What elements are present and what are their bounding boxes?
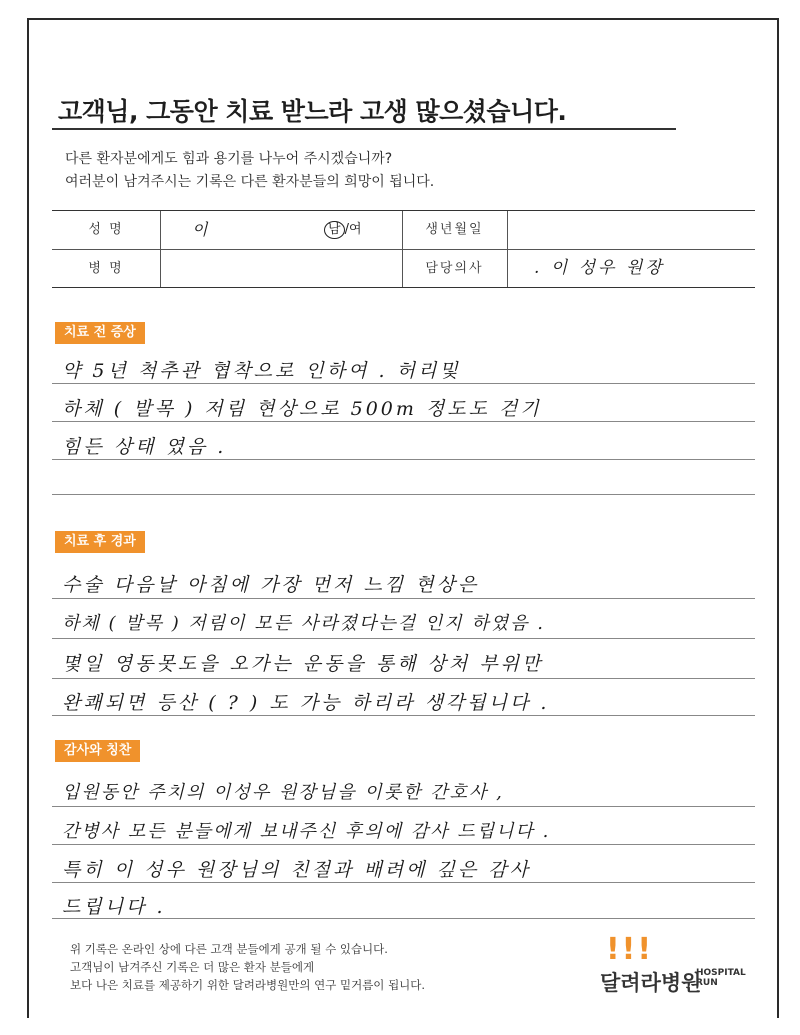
logo-en-line-1: HOSPITAL bbox=[696, 968, 746, 978]
ruled-line bbox=[52, 383, 755, 384]
intro-line-1: 다른 환자분에게도 힘과 용기를 나누어 주시겠습니까? bbox=[65, 151, 393, 167]
page-title: 고객님, 그동안 치료 받느라 고생 많으셨습니다. bbox=[58, 97, 567, 126]
thanks-line-1: 입원동안 주치의 이성우 원장님을 이롯한 간호사 , bbox=[62, 782, 504, 803]
info-row-name bbox=[52, 211, 755, 248]
gender-select[interactable] bbox=[324, 211, 402, 248]
before-line-2: 하체 ( 발목 ) 저림 현상으로 500m 정도도 걷기 bbox=[62, 398, 542, 420]
ruled-line bbox=[52, 598, 755, 599]
name-label: 성 명 bbox=[88, 222, 124, 237]
intro-line-2: 여러분이 남겨주시는 기록은 다른 환자분들의 희망이 됩니다. bbox=[65, 174, 435, 190]
birth-value[interactable] bbox=[522, 211, 752, 248]
before-line-1: 약 5년 척추관 협착으로 인하여 . 허리및 bbox=[62, 360, 461, 382]
after-line-1: 수술 다음날 아침에 가장 먼저 느낌 현상은 bbox=[62, 574, 480, 596]
thanks-line-4: 드립니다 . bbox=[62, 896, 166, 918]
logo-name: 달려라병원 bbox=[600, 971, 702, 995]
after-line-4: 완쾌되면 등산 ( ? ) 도 가능 하리라 생각됩니다 . bbox=[62, 692, 550, 714]
footer-line-1: 위 기록은 온라인 상에 다른 고객 분들에게 공개 될 수 있습니다. bbox=[70, 942, 388, 956]
name-value[interactable]: 이 bbox=[192, 220, 208, 239]
before-line-3: 힘든 상태 였음 . bbox=[62, 436, 227, 458]
footer-line-2: 고객님이 남겨주신 기록은 더 많은 환자 분들에게 bbox=[70, 960, 315, 974]
hospital-logo bbox=[600, 932, 760, 995]
exclamation-logo-icon: !!! bbox=[606, 932, 654, 967]
gender-female-option[interactable]: 여 bbox=[348, 222, 362, 237]
ruled-line bbox=[52, 806, 755, 807]
logo-en-line-2: RUN bbox=[696, 978, 718, 988]
section-tag-before: 치료 전 증상 bbox=[55, 322, 145, 344]
after-line-2: 하체 ( 발목 ) 저림이 모든 사라졌다는걸 인지 하였음 . bbox=[62, 613, 546, 634]
info-row-disease bbox=[52, 249, 755, 287]
logo-en bbox=[696, 968, 746, 988]
section-tag-after: 치료 후 경과 bbox=[55, 531, 145, 553]
title-underline bbox=[52, 128, 676, 130]
thanks-line-3: 특히 이 성우 원장님의 친절과 배려에 깊은 감사 bbox=[62, 859, 532, 881]
disease-label: 병 명 bbox=[88, 261, 124, 276]
ruled-line bbox=[52, 638, 755, 639]
doctor-label: 담당의사 bbox=[425, 261, 484, 276]
ruled-line bbox=[52, 844, 755, 845]
ruled-line bbox=[52, 882, 755, 883]
gender-male-option[interactable]: 남 bbox=[324, 221, 345, 239]
ruled-line bbox=[52, 494, 755, 495]
patient-info-table bbox=[52, 210, 755, 288]
thanks-line-2: 간병사 모든 분들에게 보내주신 후의에 감사 드립니다 . bbox=[62, 821, 551, 842]
birth-label: 생년월일 bbox=[425, 222, 484, 237]
disease-value[interactable] bbox=[172, 250, 397, 287]
after-line-3: 몇일 영동못도을 오가는 운동을 통해 상처 부위만 bbox=[62, 653, 544, 675]
ruled-line bbox=[52, 678, 755, 679]
gender-separator: / bbox=[344, 222, 349, 237]
footer-line-3: 보다 나은 치료를 제공하기 위한 달려라병원만의 연구 밑거름이 됩니다. bbox=[70, 978, 426, 992]
doctor-value[interactable]: . 이 성우 원장 bbox=[534, 258, 665, 278]
ruled-line bbox=[52, 715, 755, 716]
ruled-line bbox=[52, 421, 755, 422]
section-tag-thanks: 감사와 칭찬 bbox=[55, 740, 140, 762]
ruled-line bbox=[52, 459, 755, 460]
